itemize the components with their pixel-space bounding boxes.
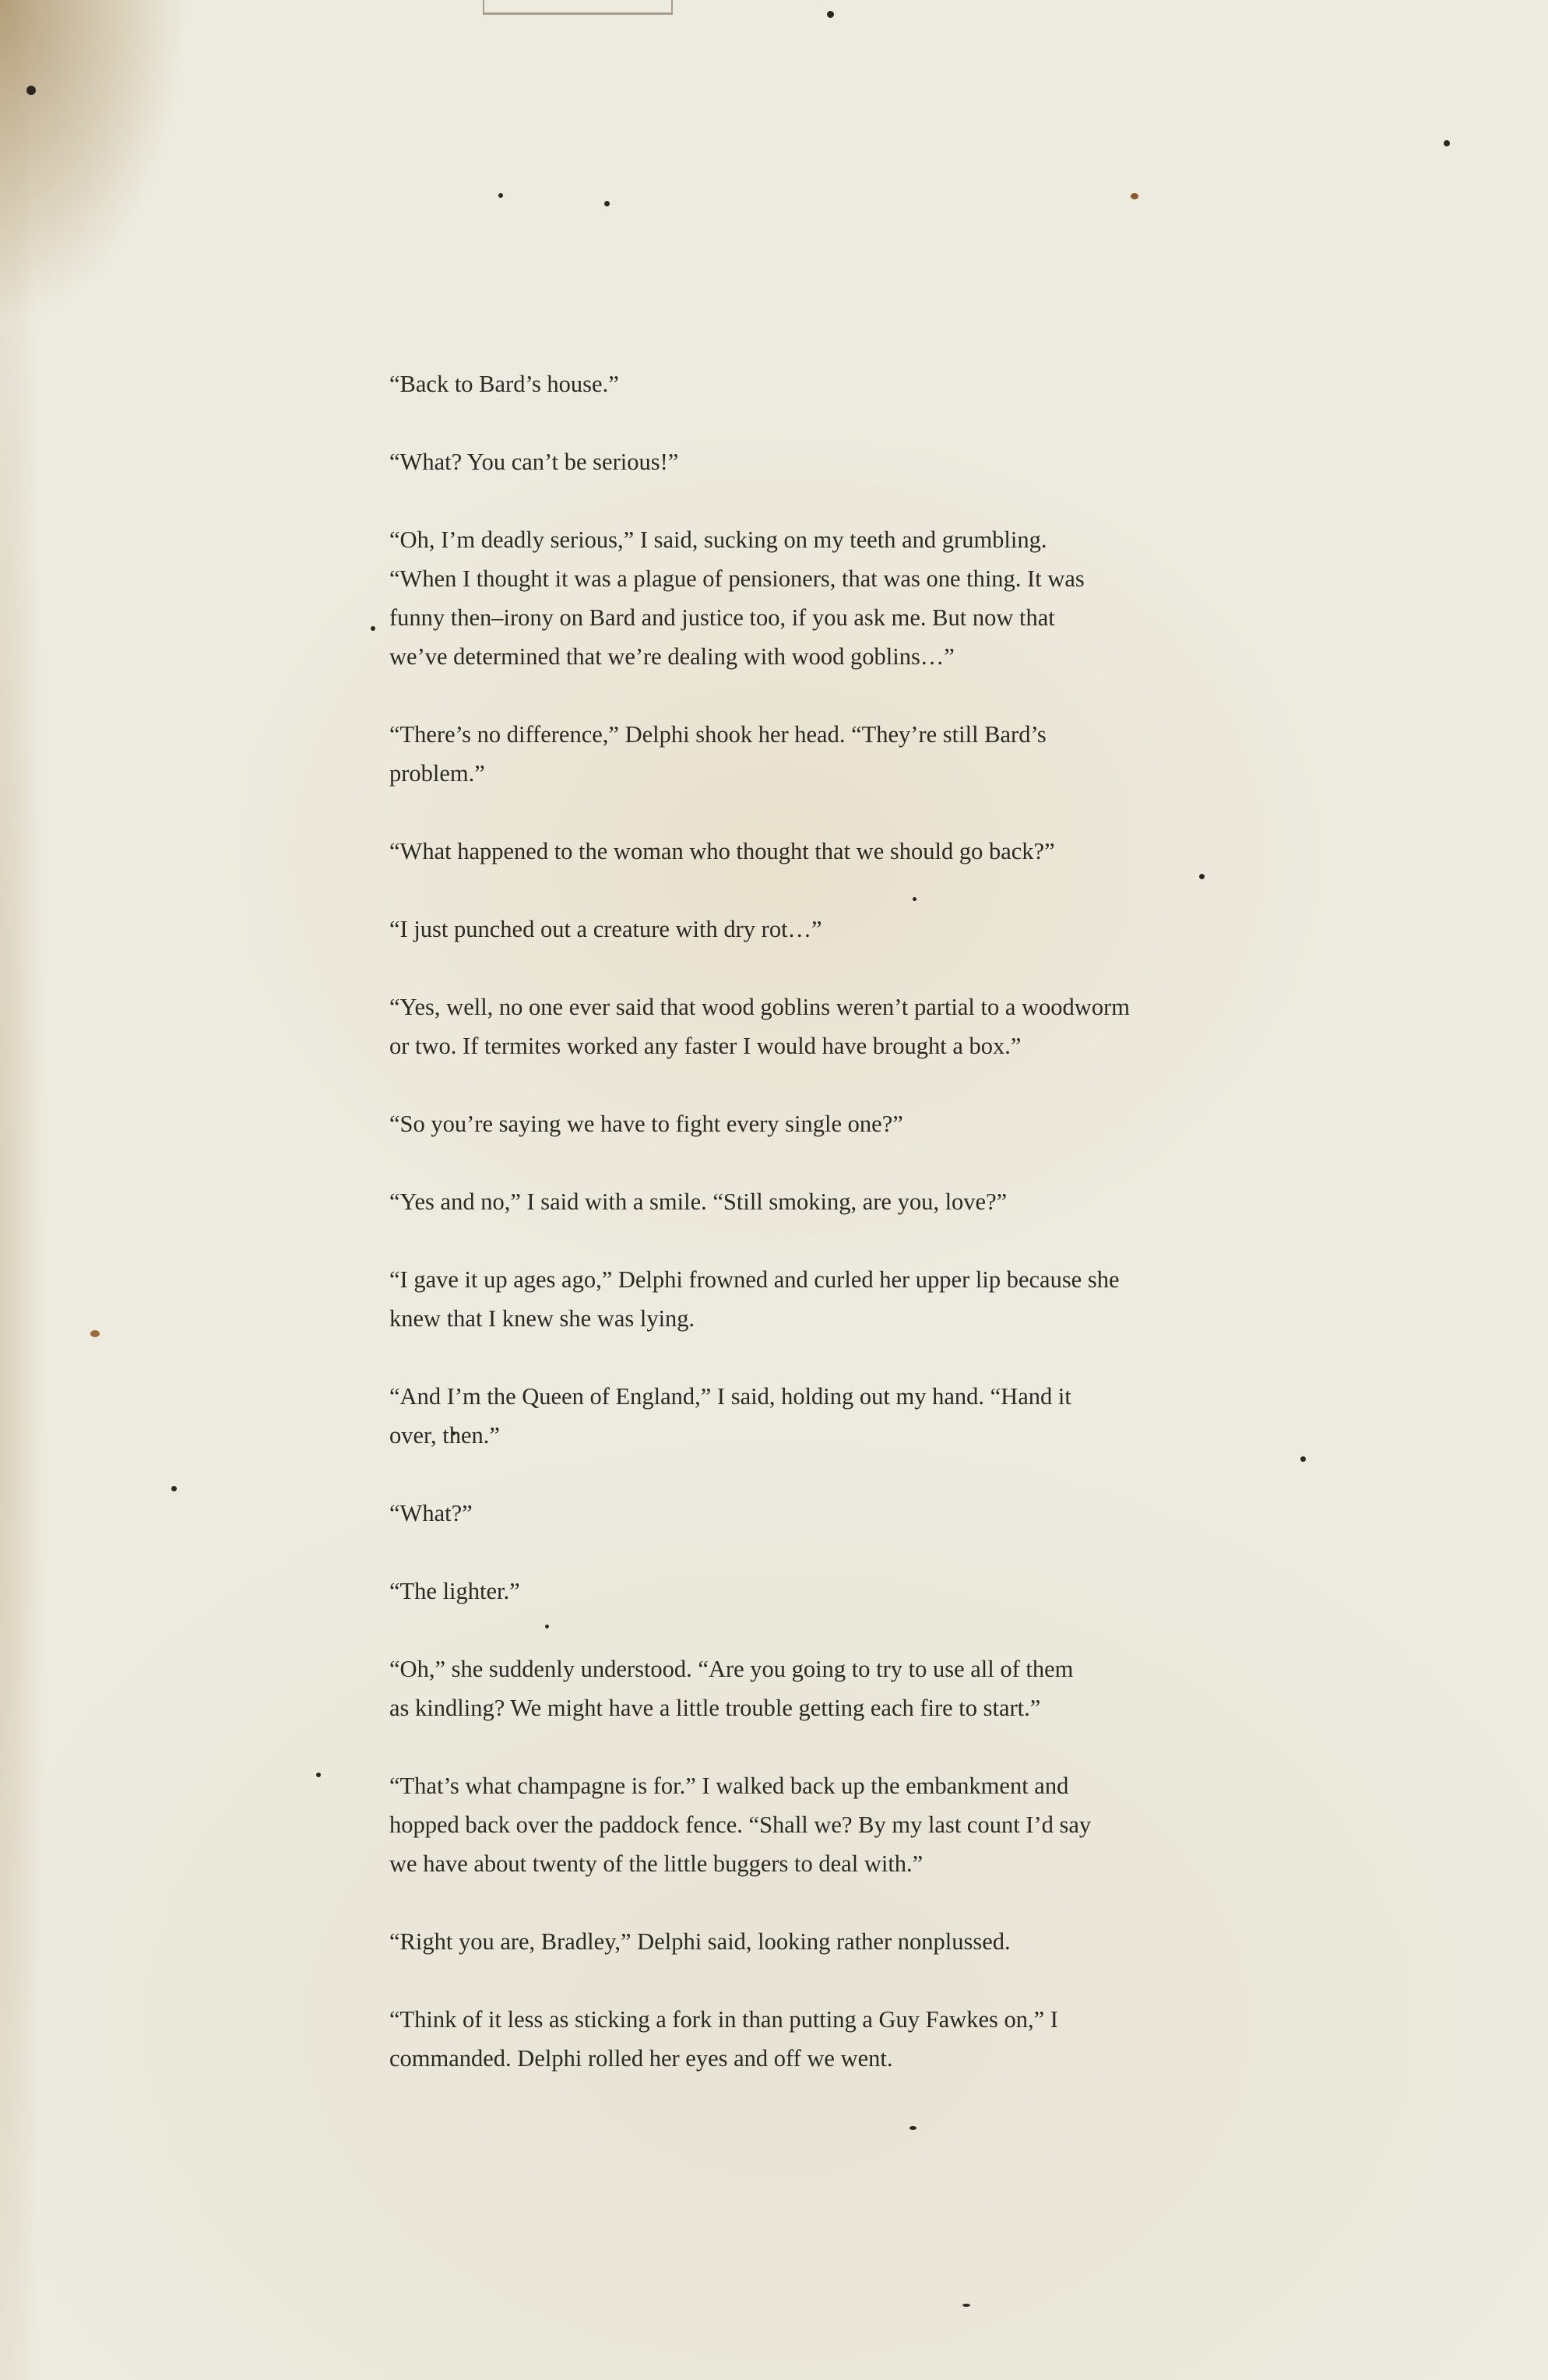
paper-speck bbox=[1444, 140, 1450, 146]
paragraph: “Oh,” she suddenly understood. “Are you going to try to use all of them as kindling? We might have a little trouble getting each fire to start.” bbox=[389, 1656, 1074, 1721]
paragraph: “I gave it up ages ago,” Delphi frowned and curled her upper lip because she knew that I knew she was lying. bbox=[389, 1266, 1120, 1332]
paragraph: “So you’re saying we have to fight every single one?” bbox=[389, 1111, 903, 1137]
paragraph: “Yes and no,” I said with a smile. “Still smoking, are you, love?” bbox=[389, 1188, 1008, 1215]
paragraph: “What happened to the woman who thought that we should go back?” bbox=[389, 838, 1055, 864]
paragraph: “Yes, well, no one ever said that wood goblins weren’t partial to a woodworm or two. If termites worked any faster I would have brought a box.” bbox=[389, 994, 1130, 1059]
paper-speck bbox=[604, 201, 610, 206]
paragraph: “Right you are, Bradley,” Delphi said, looking rather nonplussed. bbox=[389, 1928, 1011, 1955]
paragraph: “What? You can’t be serious!” bbox=[389, 449, 679, 475]
paragraph: “There’s no difference,” Delphi shook her head. “They’re still Bard’s problem.” bbox=[389, 721, 1047, 787]
paragraph: “That’s what champagne is for.” I walked back up the embankment and hopped back over the paddock fence. “Shall we? By my last count I’d say we have about twenty of the little buggers to deal with.” bbox=[389, 1773, 1092, 1877]
paper-speck bbox=[1131, 193, 1138, 199]
paragraph: “I just punched out a creature with dry rot…” bbox=[389, 916, 822, 942]
paper-speck bbox=[90, 1330, 100, 1337]
paragraph: “Oh, I’m deadly serious,” I said, sucking on my teeth and grumbling. “When I thought it was a plague of pensioners, that was one thing. It was funny then–irony on Bard and justice too, if you ask me. But now that we’ve determined that we’re dealing with wood goblins…” bbox=[389, 526, 1085, 670]
paragraph: “Back to Bard’s house.” bbox=[389, 371, 619, 397]
torn-paper-edge bbox=[483, 0, 673, 15]
paragraph: “And I’m the Queen of England,” I said, holding out my hand. “Hand it over, then.” bbox=[389, 1383, 1071, 1449]
paper-speck bbox=[1300, 1456, 1306, 1462]
paper-speck bbox=[962, 2304, 970, 2307]
paper-speck bbox=[316, 1773, 321, 1777]
paragraph: “The lighter.” bbox=[389, 1578, 520, 1604]
paper-speck bbox=[909, 2126, 916, 2130]
paper-speck bbox=[498, 193, 503, 198]
paper-speck bbox=[26, 86, 36, 95]
paper-speck bbox=[171, 1486, 177, 1491]
paper-speck bbox=[371, 626, 375, 631]
paragraph: “What?” bbox=[389, 1500, 473, 1526]
story-text bbox=[389, 364, 1246, 2117]
paper-speck bbox=[827, 11, 834, 18]
paragraph: “Think of it less as sticking a fork in than putting a Guy Fawkes on,” I commanded. Delphi rolled her eyes and off we went. bbox=[389, 2006, 1058, 2072]
